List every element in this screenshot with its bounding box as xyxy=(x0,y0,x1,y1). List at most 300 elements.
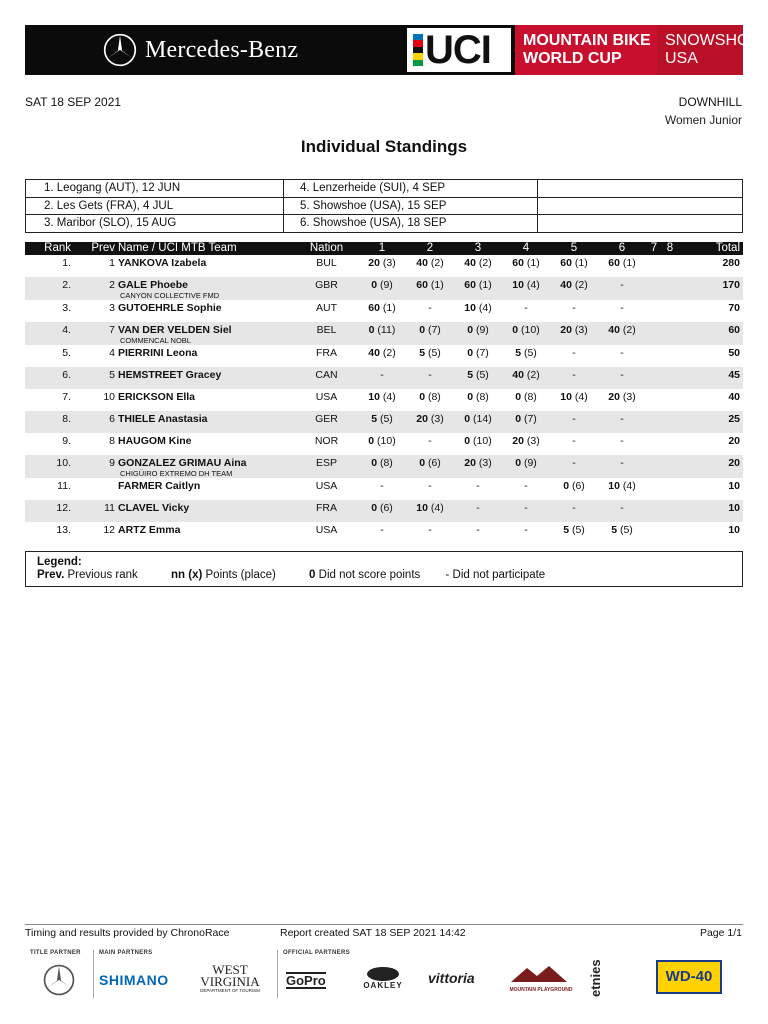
event-result-cell xyxy=(454,300,502,322)
rider-name: GONZALEZ GRIMAU Aina xyxy=(118,457,247,469)
event-result-cell xyxy=(550,345,598,367)
points-value: 5 xyxy=(611,524,618,536)
place-value: (1) xyxy=(430,279,444,291)
points-value: - xyxy=(428,524,432,536)
prev-cell: 12 xyxy=(103,524,115,536)
place-value: (9) xyxy=(379,279,393,291)
event-result-cell xyxy=(550,522,598,544)
event-result-cell xyxy=(358,455,406,478)
total-cell: 10 xyxy=(728,480,740,492)
event-8-cell xyxy=(662,389,678,411)
points-value: 40 xyxy=(560,279,572,291)
points-value: - xyxy=(524,524,528,536)
points-value: 0 xyxy=(368,324,375,336)
event-result-cell xyxy=(502,367,550,389)
points-value: 10 xyxy=(608,480,620,492)
footer-report: Report created SAT 18 SEP 2021 14:42 xyxy=(280,927,466,939)
place-value: (2) xyxy=(430,257,444,269)
rider-name: ERICKSON Ella xyxy=(118,391,196,403)
event-result-cell xyxy=(454,322,502,345)
points-value: 0 xyxy=(515,413,522,425)
points-value: - xyxy=(620,457,624,469)
event-result-cell xyxy=(454,478,502,500)
event-8-cell xyxy=(662,300,678,322)
rider-name: FARMER Caitlyn xyxy=(118,480,201,492)
place-value: (1) xyxy=(622,257,636,269)
rank-cell: 3. xyxy=(62,302,71,314)
rank-cell: 9. xyxy=(62,435,71,447)
table-row xyxy=(25,500,743,522)
event-result-cell xyxy=(454,500,502,522)
points-value: 0 xyxy=(464,413,471,425)
rank-cell: 1. xyxy=(62,257,71,269)
col-event-6: 6 xyxy=(598,242,646,255)
event-7-cell xyxy=(646,433,662,455)
points-value: 40 xyxy=(416,257,428,269)
west-virginia-logo xyxy=(195,964,265,994)
table-row xyxy=(25,300,743,322)
event-result-cell xyxy=(454,455,502,478)
nation-cell: NOR xyxy=(314,435,339,447)
points-value: - xyxy=(428,480,432,492)
name-cell xyxy=(115,345,295,367)
rank-cell: 8. xyxy=(25,411,71,433)
total-cell: 10 xyxy=(678,500,743,522)
total-cell: 60 xyxy=(678,322,743,345)
place-value: (4) xyxy=(526,279,540,291)
event-result-cell xyxy=(454,255,502,277)
rider-name: VAN DER VELDEN Siel xyxy=(118,324,232,336)
name-cell xyxy=(115,433,295,455)
rider-name: CLAVEL Vicky xyxy=(118,502,190,514)
points-value: 20 xyxy=(608,391,620,403)
event-result-cell xyxy=(598,345,646,367)
legend-prev-text: Previous rank xyxy=(67,569,138,581)
col-event-7: 7 xyxy=(646,242,662,255)
legend-points-text: Points (place) xyxy=(205,569,276,581)
event-result-cell xyxy=(502,322,550,345)
name-cell xyxy=(115,277,295,300)
points-value: 0 xyxy=(419,391,426,403)
event-result-cell xyxy=(550,411,598,433)
place-value: (4) xyxy=(574,391,588,403)
rank-cell: 10. xyxy=(25,455,71,478)
team-name: CANYON COLLECTIVE FMD xyxy=(120,291,220,300)
place-value: (9) xyxy=(523,457,537,469)
wv-line-1: WEST xyxy=(212,962,248,977)
place-value: (6) xyxy=(571,480,585,492)
event-result-cell xyxy=(502,522,550,544)
col-event-4: 4 xyxy=(502,242,550,255)
discipline: DOWNHILL xyxy=(678,95,742,109)
event-cell: 5. Showshoe (USA), 15 SEP xyxy=(284,197,538,215)
place-value: (6) xyxy=(427,457,441,469)
place-value: (3) xyxy=(478,457,492,469)
event-cell xyxy=(538,215,743,233)
event-date: SAT 18 SEP 2021 xyxy=(25,95,122,109)
event-result-cell xyxy=(550,389,598,411)
points-value: - xyxy=(620,369,624,381)
points-value: 0 xyxy=(467,324,474,336)
event-7-cell xyxy=(646,300,662,322)
prev-cell: 7 xyxy=(71,322,115,345)
points-value: 40 xyxy=(368,347,380,359)
points-value: 0 xyxy=(512,324,519,336)
header-banner xyxy=(25,25,761,75)
event-result-cell xyxy=(598,500,646,522)
event-result-cell xyxy=(598,367,646,389)
table-row xyxy=(25,411,743,433)
place-value: (5) xyxy=(379,413,393,425)
event-7-cell xyxy=(646,255,662,277)
legend-prev-key: Prev. xyxy=(37,569,65,581)
event-8-cell xyxy=(662,411,678,433)
event-result-cell xyxy=(598,478,646,500)
points-value: 0 xyxy=(371,457,378,469)
event-result-cell xyxy=(358,522,406,544)
event-cell xyxy=(538,180,743,198)
place-value: (8) xyxy=(475,391,489,403)
place-value: (2) xyxy=(622,324,636,336)
points-value: - xyxy=(620,413,624,425)
table-row xyxy=(25,367,743,389)
prev-cell: 10 xyxy=(103,391,115,403)
name-cell xyxy=(115,367,295,389)
event-result-cell xyxy=(454,411,502,433)
points-value: - xyxy=(476,524,480,536)
uci-rainbow-icon xyxy=(413,34,423,66)
prev-cell xyxy=(71,478,115,500)
oakley-logo xyxy=(352,967,414,990)
points-value: - xyxy=(620,302,624,314)
total-cell: 45 xyxy=(678,367,743,389)
place-value: (3) xyxy=(430,413,444,425)
points-value: - xyxy=(476,480,480,492)
points-value: 5 xyxy=(563,524,570,536)
col-event-2: 2 xyxy=(406,242,454,255)
points-value: 10 xyxy=(464,302,476,314)
event-result-cell xyxy=(550,500,598,522)
place-value: (3) xyxy=(574,324,588,336)
table-row xyxy=(25,455,743,478)
etnies-logo: etnies xyxy=(588,959,603,997)
partner-divider xyxy=(277,950,278,998)
name-cell xyxy=(115,455,295,478)
event-8-cell xyxy=(662,322,678,345)
points-value: - xyxy=(428,369,432,381)
event-result-cell xyxy=(406,411,454,433)
rank-cell: 12. xyxy=(25,500,71,522)
col-event-5: 5 xyxy=(550,242,598,255)
partner-divider xyxy=(93,950,94,998)
place-value: (14) xyxy=(473,413,492,425)
points-value: - xyxy=(428,302,432,314)
event-7-cell xyxy=(646,277,662,300)
points-value: - xyxy=(380,480,384,492)
main-partners-heading: MAIN PARTNERS xyxy=(99,950,153,956)
uci-logo xyxy=(407,28,511,72)
points-value: 0 xyxy=(515,457,522,469)
event-result-cell xyxy=(454,345,502,367)
event-result-cell xyxy=(550,300,598,322)
nation-cell: BUL xyxy=(316,257,337,269)
event-result-cell xyxy=(502,255,550,277)
points-value: 0 xyxy=(515,391,522,403)
rider-name: THIELE Anastasia xyxy=(118,413,208,425)
nation-cell: FRA xyxy=(316,347,337,359)
event-result-cell xyxy=(454,433,502,455)
place-value: (7) xyxy=(523,413,537,425)
event-result-cell xyxy=(406,455,454,478)
total-cell: 40 xyxy=(728,391,740,403)
place-value: (4) xyxy=(382,391,396,403)
col-nation: Nation xyxy=(295,242,358,255)
place-value: (5) xyxy=(523,347,537,359)
venue-line-2: USA xyxy=(665,50,698,67)
rank-cell: 4. xyxy=(25,322,71,345)
event-result-cell xyxy=(406,433,454,455)
name-cell xyxy=(115,500,295,522)
event-cell: 6. Showshoe (USA), 18 SEP xyxy=(284,215,538,233)
event-result-cell xyxy=(358,367,406,389)
event-result-cell xyxy=(598,300,646,322)
event-result-cell xyxy=(550,433,598,455)
table-row xyxy=(25,522,743,544)
event-result-cell xyxy=(454,277,502,300)
event-cell: 3. Maribor (SLO), 15 AUG xyxy=(26,215,284,233)
event-result-cell xyxy=(406,255,454,277)
table-row xyxy=(25,345,743,367)
nation-cell: USA xyxy=(315,480,338,492)
event-8-cell xyxy=(662,500,678,522)
place-value: (5) xyxy=(427,347,441,359)
gopro-logo: GoPro xyxy=(286,973,326,988)
place-value: (1) xyxy=(526,257,540,269)
table-row xyxy=(25,433,743,455)
points-value: 40 xyxy=(464,257,476,269)
points-value: 0 xyxy=(371,279,378,291)
event-result-cell xyxy=(406,322,454,345)
event-result-cell xyxy=(454,522,502,544)
event-result-cell xyxy=(598,255,646,277)
points-value: - xyxy=(620,347,624,359)
official-partners-heading: OFFICIAL PARTNERS xyxy=(283,950,350,956)
points-value: 60 xyxy=(560,257,572,269)
place-value: (2) xyxy=(382,347,396,359)
points-value: 60 xyxy=(416,279,428,291)
nation-cell: BEL xyxy=(295,322,358,345)
events-row xyxy=(26,180,743,198)
points-value: - xyxy=(572,457,576,469)
points-value: - xyxy=(620,435,624,447)
prev-cell: 3 xyxy=(109,302,115,314)
name-cell xyxy=(115,411,295,433)
event-7-cell xyxy=(646,345,662,367)
total-cell: 70 xyxy=(728,302,740,314)
rider-name: PIERRINI Leona xyxy=(118,347,198,359)
place-value: (5) xyxy=(619,524,633,536)
event-8-cell xyxy=(662,277,678,300)
series-label xyxy=(515,25,657,75)
rider-name: HEMSTREET Gracey xyxy=(118,369,222,381)
event-7-cell xyxy=(646,455,662,478)
place-value: (1) xyxy=(478,279,492,291)
event-7-cell xyxy=(646,411,662,433)
points-value: 60 xyxy=(368,302,380,314)
event-result-cell xyxy=(358,500,406,522)
total-cell: 20 xyxy=(678,455,743,478)
event-7-cell xyxy=(646,322,662,345)
legend-points-key: nn (x) xyxy=(171,569,203,581)
name-cell xyxy=(115,522,295,544)
event-result-cell xyxy=(502,277,550,300)
points-value: 5 xyxy=(371,413,378,425)
points-value: 20 xyxy=(464,457,476,469)
event-result-cell xyxy=(406,522,454,544)
points-value: - xyxy=(524,480,528,492)
points-value: 0 xyxy=(563,480,570,492)
event-result-cell xyxy=(502,433,550,455)
event-8-cell xyxy=(662,367,678,389)
prev-cell: 1 xyxy=(109,257,115,269)
points-value: 10 xyxy=(416,502,428,514)
event-result-cell xyxy=(550,255,598,277)
rider-name: YANKOVA Izabela xyxy=(118,257,207,269)
rider-name: HAUGOM Kine xyxy=(118,435,192,447)
event-result-cell xyxy=(598,411,646,433)
prev-cell: 9 xyxy=(71,455,115,478)
mountain-playground-logo xyxy=(505,964,577,994)
points-value: 5 xyxy=(515,347,522,359)
name-cell xyxy=(115,478,295,500)
nation-cell: USA xyxy=(315,391,338,403)
nation-cell: CAN xyxy=(295,367,358,389)
rider-name: GUTOEHRLE Sophie xyxy=(118,302,222,314)
col-rank: Rank xyxy=(25,242,71,255)
table-row xyxy=(25,478,743,500)
rank-cell: 13. xyxy=(56,524,71,536)
prev-cell: 5 xyxy=(71,367,115,389)
col-event-8: 8 xyxy=(662,242,678,255)
total-cell: 20 xyxy=(728,435,740,447)
event-8-cell xyxy=(662,455,678,478)
points-value: - xyxy=(572,302,576,314)
event-result-cell xyxy=(358,389,406,411)
standings-body xyxy=(25,255,743,544)
mercedes-star-footer-icon xyxy=(38,963,80,997)
points-value: 40 xyxy=(512,369,524,381)
legend xyxy=(25,551,743,587)
event-cell: 1. Leogang (AUT), 12 JUN xyxy=(26,180,284,198)
points-value: 60 xyxy=(512,257,524,269)
points-value: - xyxy=(572,369,576,381)
event-8-cell xyxy=(662,522,678,544)
events-table xyxy=(25,179,743,233)
rank-cell: 5. xyxy=(62,347,71,359)
place-value: (5) xyxy=(475,369,489,381)
event-8-cell xyxy=(662,345,678,367)
event-7-cell xyxy=(646,478,662,500)
points-value: - xyxy=(476,502,480,514)
event-cell: 2. Les Gets (FRA), 4 JUL xyxy=(26,197,284,215)
playground-text: MOUNTAIN PLAYGROUND xyxy=(509,987,573,993)
place-value: (1) xyxy=(382,302,396,314)
col-total: Total xyxy=(678,242,743,255)
event-result-cell xyxy=(550,455,598,478)
table-row xyxy=(25,255,743,277)
points-value: 40 xyxy=(608,324,620,336)
legend-points xyxy=(171,569,276,581)
event-result-cell xyxy=(406,367,454,389)
points-value: 60 xyxy=(464,279,476,291)
title-partner-heading: TITLE PARTNER xyxy=(30,950,81,956)
prev-cell: 11 xyxy=(71,500,115,522)
place-value: (3) xyxy=(382,257,396,269)
place-value: (3) xyxy=(622,391,636,403)
oakley-ellipse-icon xyxy=(367,967,399,981)
rank-cell: 11. xyxy=(57,480,71,492)
points-value: - xyxy=(620,502,624,514)
event-8-cell xyxy=(662,433,678,455)
place-value: (8) xyxy=(379,457,393,469)
event-result-cell xyxy=(502,389,550,411)
event-result-cell xyxy=(358,255,406,277)
points-value: - xyxy=(380,524,384,536)
event-result-cell xyxy=(406,389,454,411)
nation-cell: AUT xyxy=(316,302,337,314)
name-cell xyxy=(115,300,295,322)
event-result-cell xyxy=(550,478,598,500)
place-value: (10) xyxy=(521,324,540,336)
event-8-cell xyxy=(662,478,678,500)
event-7-cell xyxy=(646,500,662,522)
points-value: 0 xyxy=(467,391,474,403)
place-value: (6) xyxy=(379,502,393,514)
nation-cell: GER xyxy=(295,411,358,433)
place-value: (2) xyxy=(526,369,540,381)
event-7-cell xyxy=(646,367,662,389)
name-cell xyxy=(115,322,295,345)
place-value: (7) xyxy=(475,347,489,359)
place-value: (4) xyxy=(622,480,636,492)
points-value: 20 xyxy=(368,257,380,269)
nation-cell: FRA xyxy=(295,500,358,522)
rank-cell: 7. xyxy=(62,391,71,403)
place-value: (4) xyxy=(430,502,444,514)
mercedes-star-icon xyxy=(103,33,137,67)
points-value: - xyxy=(572,347,576,359)
points-value: 0 xyxy=(419,324,426,336)
event-result-cell xyxy=(406,300,454,322)
event-result-cell xyxy=(598,389,646,411)
place-value: (8) xyxy=(427,391,441,403)
name-cell xyxy=(115,255,295,277)
col-name: Name / UCI MTB Team xyxy=(115,242,295,255)
place-value: (8) xyxy=(523,391,537,403)
event-result-cell xyxy=(550,322,598,345)
event-result-cell xyxy=(502,455,550,478)
event-result-cell xyxy=(598,277,646,300)
total-cell: 50 xyxy=(728,347,740,359)
points-value: - xyxy=(428,435,432,447)
points-value: 5 xyxy=(467,369,474,381)
footer-divider xyxy=(25,924,743,925)
event-result-cell xyxy=(358,433,406,455)
event-result-cell xyxy=(550,367,598,389)
prev-cell: 2 xyxy=(71,277,115,300)
name-cell xyxy=(115,389,295,411)
total-cell: 170 xyxy=(678,277,743,300)
